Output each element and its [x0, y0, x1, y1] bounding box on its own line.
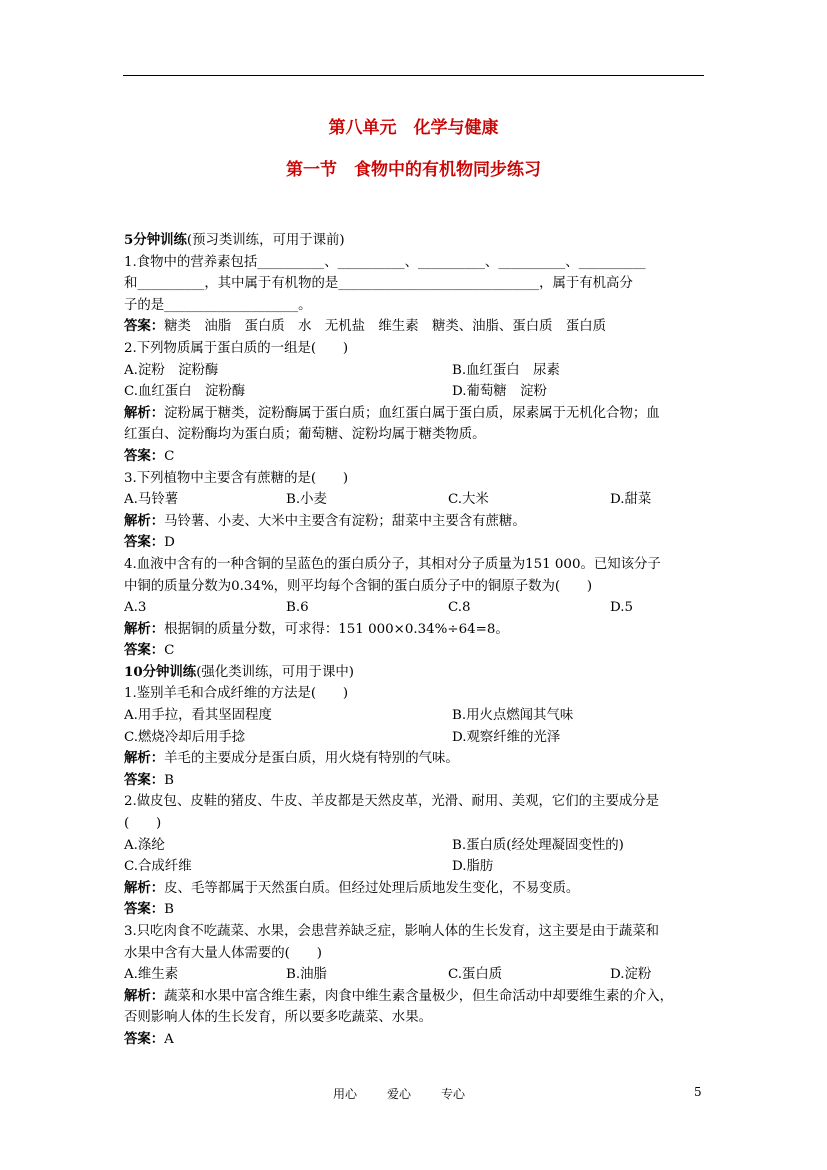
- question-7-line: 3.只吃肉食不吃蔬菜、水果，会患营养缺乏症，影响人体的生长发育，这主要是由于蔬菜和: [124, 924, 660, 939]
- answer-line: 答案：C: [124, 642, 175, 659]
- section-heading: 5分钟训练(预习类训练，可用于课前): [124, 232, 345, 248]
- header-rule: [123, 75, 704, 76]
- options-row: C.燃烧冷却后用手捻 D.观察纤维的光泽: [124, 729, 561, 745]
- options-row: A.维生素 B.油脂 C.蛋白质 D.淀粉: [124, 967, 652, 983]
- answer-line: 答案：D: [124, 534, 175, 551]
- unit-title: 第八单元 化学与健康: [328, 118, 499, 138]
- footer-motto: 用心 爱心 专心: [333, 1087, 466, 1101]
- analysis-line: 解析：淀粉属于糖类，淀粉酶属于蛋白质；血红蛋白属于蛋白质，尿素属于无机化合物；血: [124, 404, 660, 421]
- options-row: A.马铃薯 B.小麦 C.大米 D.甜菜: [124, 492, 652, 508]
- section-heading: 10分钟训练(强化类训练，可用于课中): [124, 663, 354, 680]
- answer-line: 答案：A: [124, 1030, 174, 1047]
- analysis-line: 红蛋白、淀粉酶均为蛋白质；葡萄糖、淀粉均属于糖类物质。: [124, 427, 486, 443]
- analysis-line: 解析：马铃薯、小麦、大米中主要含有淀粉；甜菜中主要含有蔗糖。: [124, 512, 526, 529]
- document-body: [124, 230, 704, 1051]
- answer-line: 答案：糖类 油脂 蛋白质 水 无机盐 维生素 糖类、油脂、蛋白质 蛋白质: [124, 318, 607, 335]
- options-row: A.淀粉 淀粉酶 B.血红蛋白 尿素: [124, 362, 560, 378]
- question-4-line: 4.血液中含有的一种含铜的呈蓝色的蛋白质分子，其相对分子质量为151 000。已知该分子: [124, 556, 661, 572]
- options-row: A.3 B.6 C.8 D.5: [124, 600, 634, 616]
- question-1-line: 和__________，其中属于有机物的是______________________________，属于有机高分: [124, 276, 633, 292]
- question-6-line: 2.做皮包、皮鞋的猪皮、牛皮、羊皮都是天然皮革，光滑、耐用、美观，它们的主要成分是: [124, 794, 660, 810]
- options-row: C.血红蛋白 淀粉酶 D.葡萄糖 淀粉: [124, 384, 547, 400]
- question-5-stem: 1.鉴别羊毛和合成纤维的方法是( ): [124, 686, 349, 702]
- analysis-line: 解析：羊毛的主要成分是蛋白质，用火烧有特别的气味。: [124, 750, 459, 767]
- options-row: C.合成纤维 D.脂肪: [124, 859, 494, 875]
- answer-line: 答案：C: [124, 447, 175, 464]
- question-6-line: ( ): [124, 816, 162, 832]
- options-row: A.用手拉，看其坚固程度 B.用火点燃闻其气味: [124, 708, 574, 724]
- question-2-stem: 2.下列物质属于蛋白质的一组是( ): [124, 340, 349, 356]
- page-footer: [0, 1085, 827, 1103]
- analysis-line: 解析：根据铜的质量分数，可求得：151 000×0.34%÷64=8。: [124, 620, 509, 637]
- question-4-line: 中铜的质量分数为0.34%，则平均每个含铜的蛋白质分子中的铜原子数为( ): [124, 578, 593, 594]
- question-3-stem: 3.下列植物中主要含有蔗糖的是( ): [124, 470, 349, 486]
- options-row: A.涤纶 B.蛋白质(经处理凝固变性的): [124, 837, 624, 853]
- page-number: 5: [694, 1085, 702, 1099]
- question-1-line: 子的是____________________。: [124, 297, 312, 313]
- answer-line: 答案：B: [124, 901, 175, 918]
- question-1-line: 1.食物中的营养素包括__________、__________、__________、__________、__________: [124, 254, 646, 270]
- question-7-line: 水果中含有大量人体需要的( ): [124, 945, 322, 961]
- answer-line: 答案：B: [124, 771, 175, 788]
- lesson-title: 第一节 食物中的有机物同步练习: [286, 160, 541, 180]
- analysis-line: 否则影响人体的生长发育，所以要多吃蔬菜、水果。: [124, 1010, 432, 1026]
- analysis-line: 解析：蔬菜和水果中富含维生素，肉食中维生素含量极少，但生命活动中却要维生素的介入，: [124, 987, 674, 1004]
- analysis-line: 解析：皮、毛等都属于天然蛋白质。但经过处理后质地发生变化，不易变质。: [124, 879, 580, 896]
